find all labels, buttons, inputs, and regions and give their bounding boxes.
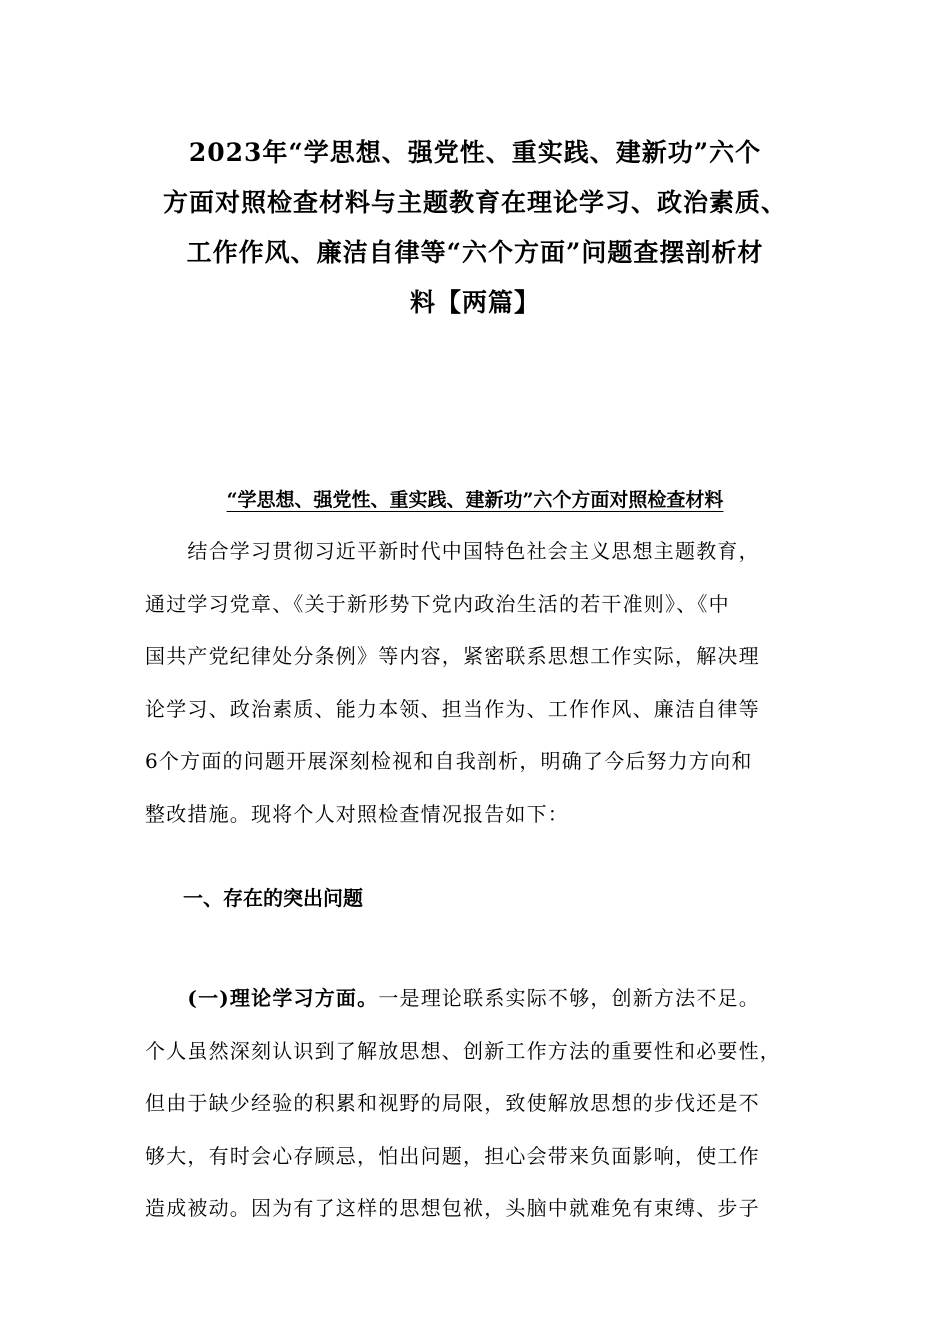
subheading-theory-study: (一)理论学习方面。 <box>145 986 379 1010</box>
title-line: 料【两篇】 <box>409 288 540 317</box>
text-line: 造成被动。因为有了这样的思想包袱，头脑中就难免有束缚、步子 <box>145 1196 760 1220</box>
text-line: 6个方面的问题开展深刻检视和自我剖析，明确了今后努力方向和 <box>145 749 753 773</box>
text-run: 一是理论联系实际不够，创新方法不足。 <box>378 986 760 1010</box>
title-line: 方面对照检查材料与主题教育在理论学习、政治素质、 <box>162 188 787 217</box>
text-line: 整改措施。现将个人对照检查情况报告如下： <box>145 801 569 826</box>
text-line: 通过学习党章、《关于新形势下党内政治生活的若干准则》、《中 <box>145 591 730 616</box>
text-line: 够大，有时会心存顾忌，怕出问题，担心会带来负面影响，使工作 <box>145 1143 760 1168</box>
text-line: 个人虽然深刻认识到了解放思想、创新工作方法的重要性和必要性， <box>145 1038 781 1063</box>
section-title <box>145 484 805 516</box>
text-line: 国共产党纪律处分条例》等内容，紧密联系思想工作实际，解决理 <box>145 644 760 668</box>
section-title-text: “学思想、强党性、重实践、建新功”六个方面对照检查材料 <box>226 489 724 511</box>
text-line: 结合学习贯彻习近平新时代中国特色社会主义思想主题教育， <box>145 539 760 563</box>
heading-outstanding-problems: 一、存在的突出问题 <box>183 886 363 910</box>
document-title <box>130 128 820 328</box>
text-line <box>145 972 807 1025</box>
intro-paragraph <box>145 525 807 840</box>
text-line: 但由于缺少经验的积累和视野的局限，致使解放思想的步伐还是不 <box>145 1091 760 1115</box>
text-line: 论学习、政治素质、能力本领、担当作为、工作作风、廉洁自律等 <box>145 696 760 721</box>
theory-study-paragraph <box>145 972 807 1235</box>
title-line: 工作作风、廉洁自律等“六个方面”问题查摆剖析材 <box>186 238 764 267</box>
title-line: 2023年“学思想、强党性、重实践、建新功”六个 <box>188 138 762 167</box>
